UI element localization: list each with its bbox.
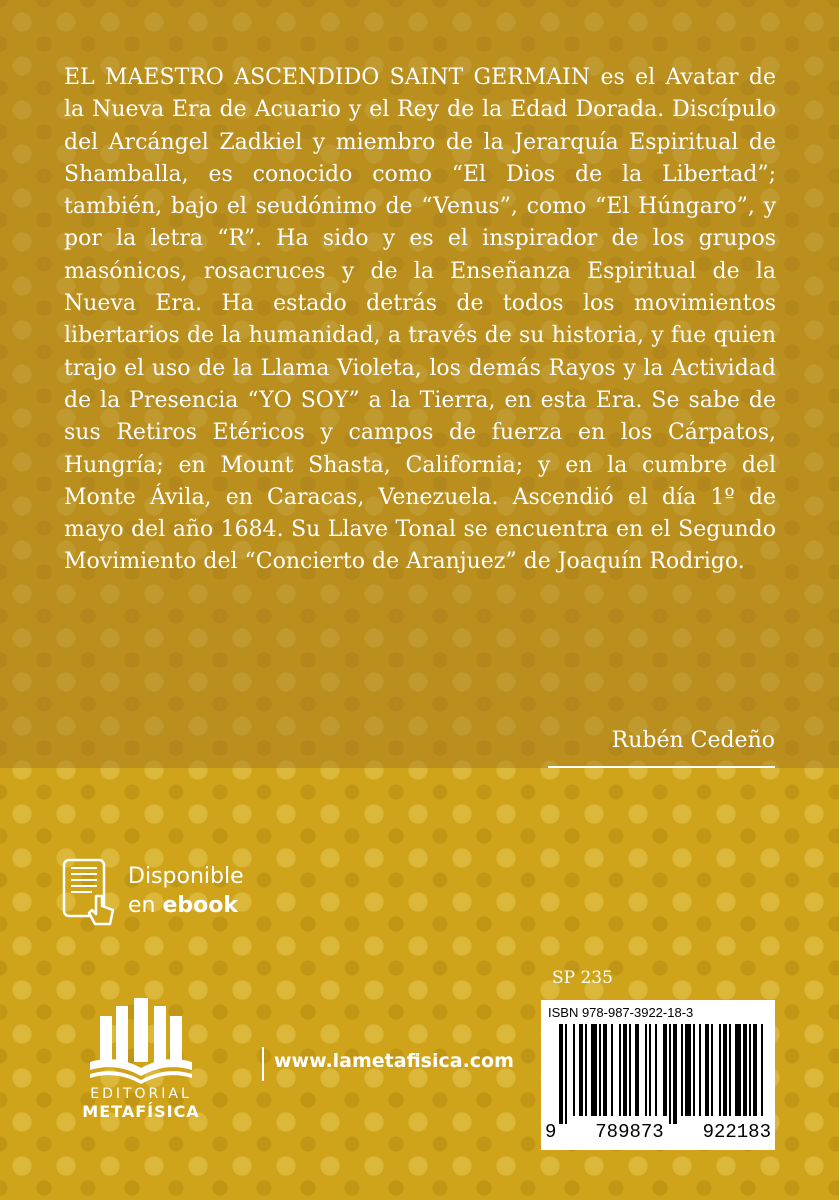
ebook-line1: Disponible	[128, 864, 244, 889]
barcode-bar	[635, 1024, 639, 1116]
open-books-icon	[86, 996, 196, 1084]
barcode-bar	[585, 1024, 587, 1116]
author-name: Rubén Cedeño	[611, 728, 775, 753]
publisher-logo-block	[66, 996, 216, 1136]
barcode-digit-group: 922183	[702, 1121, 771, 1143]
publisher-line2: METAFÍSICA	[82, 1102, 200, 1121]
barcode-bar	[559, 1024, 563, 1124]
barcode-bar	[649, 1024, 651, 1116]
catalog-number: SP 235	[552, 968, 613, 988]
barcode-bar	[591, 1024, 597, 1116]
isbn-barcode	[541, 1000, 775, 1150]
barcode-bar	[599, 1024, 601, 1116]
barcode-bar	[663, 1024, 667, 1116]
publisher-line1: EDITORIAL	[90, 1086, 192, 1102]
barcode-bar	[685, 1024, 691, 1116]
barcode-bar	[719, 1024, 721, 1116]
ebook-line2-prefix: en	[128, 893, 156, 918]
website-divider	[262, 1047, 264, 1081]
barcode-bar	[673, 1024, 677, 1124]
barcode-bar	[619, 1024, 621, 1116]
barcode-bar	[705, 1024, 709, 1116]
isbn-number: ISBN 978-987-3922-18-3	[548, 1005, 694, 1020]
barcode-bar	[743, 1024, 747, 1116]
barcode-bar	[729, 1024, 731, 1116]
barcode-bar	[711, 1024, 713, 1116]
barcode-bar	[603, 1024, 607, 1116]
barcode-bar	[655, 1024, 657, 1116]
barcode-bar	[753, 1024, 757, 1116]
barcode-bar	[735, 1024, 741, 1116]
barcode-bar	[723, 1024, 727, 1116]
barcode-bar	[573, 1024, 575, 1116]
author-underline	[548, 766, 775, 768]
barcode-bar	[645, 1024, 647, 1116]
barcode-bar	[623, 1024, 627, 1116]
barcode-bar	[681, 1024, 683, 1116]
barcode-bar	[761, 1024, 763, 1116]
tablet-touch-icon	[62, 858, 116, 926]
barcode-digits	[545, 1121, 771, 1143]
barcode-bar	[749, 1024, 751, 1116]
barcode-bar	[579, 1024, 583, 1116]
barcode-bars	[541, 1022, 775, 1126]
barcode-bar	[699, 1024, 701, 1116]
website-link[interactable]: www.lametafisica.com	[274, 1050, 514, 1072]
barcode-bar	[669, 1024, 671, 1124]
barcode-bar	[629, 1024, 631, 1116]
ebook-availability	[62, 858, 302, 934]
barcode-bar	[693, 1024, 695, 1116]
ebook-line2-bold: ebook	[162, 893, 239, 918]
barcode-digit-group: 9	[545, 1121, 557, 1143]
book-description: EL MAESTRO ASCENDIDO SAINT GERMAIN es el Avatar de la Nueva Era de Acuario y el Rey de la Edad Dorada. Discípulo del Arcángel Zadkiel y miembro de la Jerarquía Espiritual de Shamballa, es conocido como “El Dios de la Libertad”; también, bajo el seudónimo de “Venus”, como “El Húngaro”, y por la letra “R”. Ha sido y es el inspirador de los grupos masónicos, rosacruces y de la Enseñanza Espiritual de la Nueva Era. Ha estado detrás de todos los movimientos libertarios de la humanidad, a través de su historia, y fue quien trajo el uso de la Llama Violeta, los demás Rayos y la Actividad de la Presencia “YO SOY” a la Tierra, en esta Era. Se sabe de sus Retiros Etéricos y campos de fuerza en los Cárpatos, Hungría; en Mount Shasta, California; y en la cumbre del Monte Ávila, en Caracas, Venezuela. Ascendió el día 1º de mayo del año 1684. Su Llave Tonal se encuentra en el Segundo Movimiento del “Concierto de Aranjuez” de Joaquín Rodrigo.	[64, 65, 776, 575]
ebook-line2	[128, 891, 244, 920]
barcode-bar	[565, 1024, 567, 1124]
barcode-digit-group: 789873	[595, 1121, 664, 1143]
barcode-bar	[611, 1024, 613, 1116]
ebook-text	[128, 862, 244, 920]
